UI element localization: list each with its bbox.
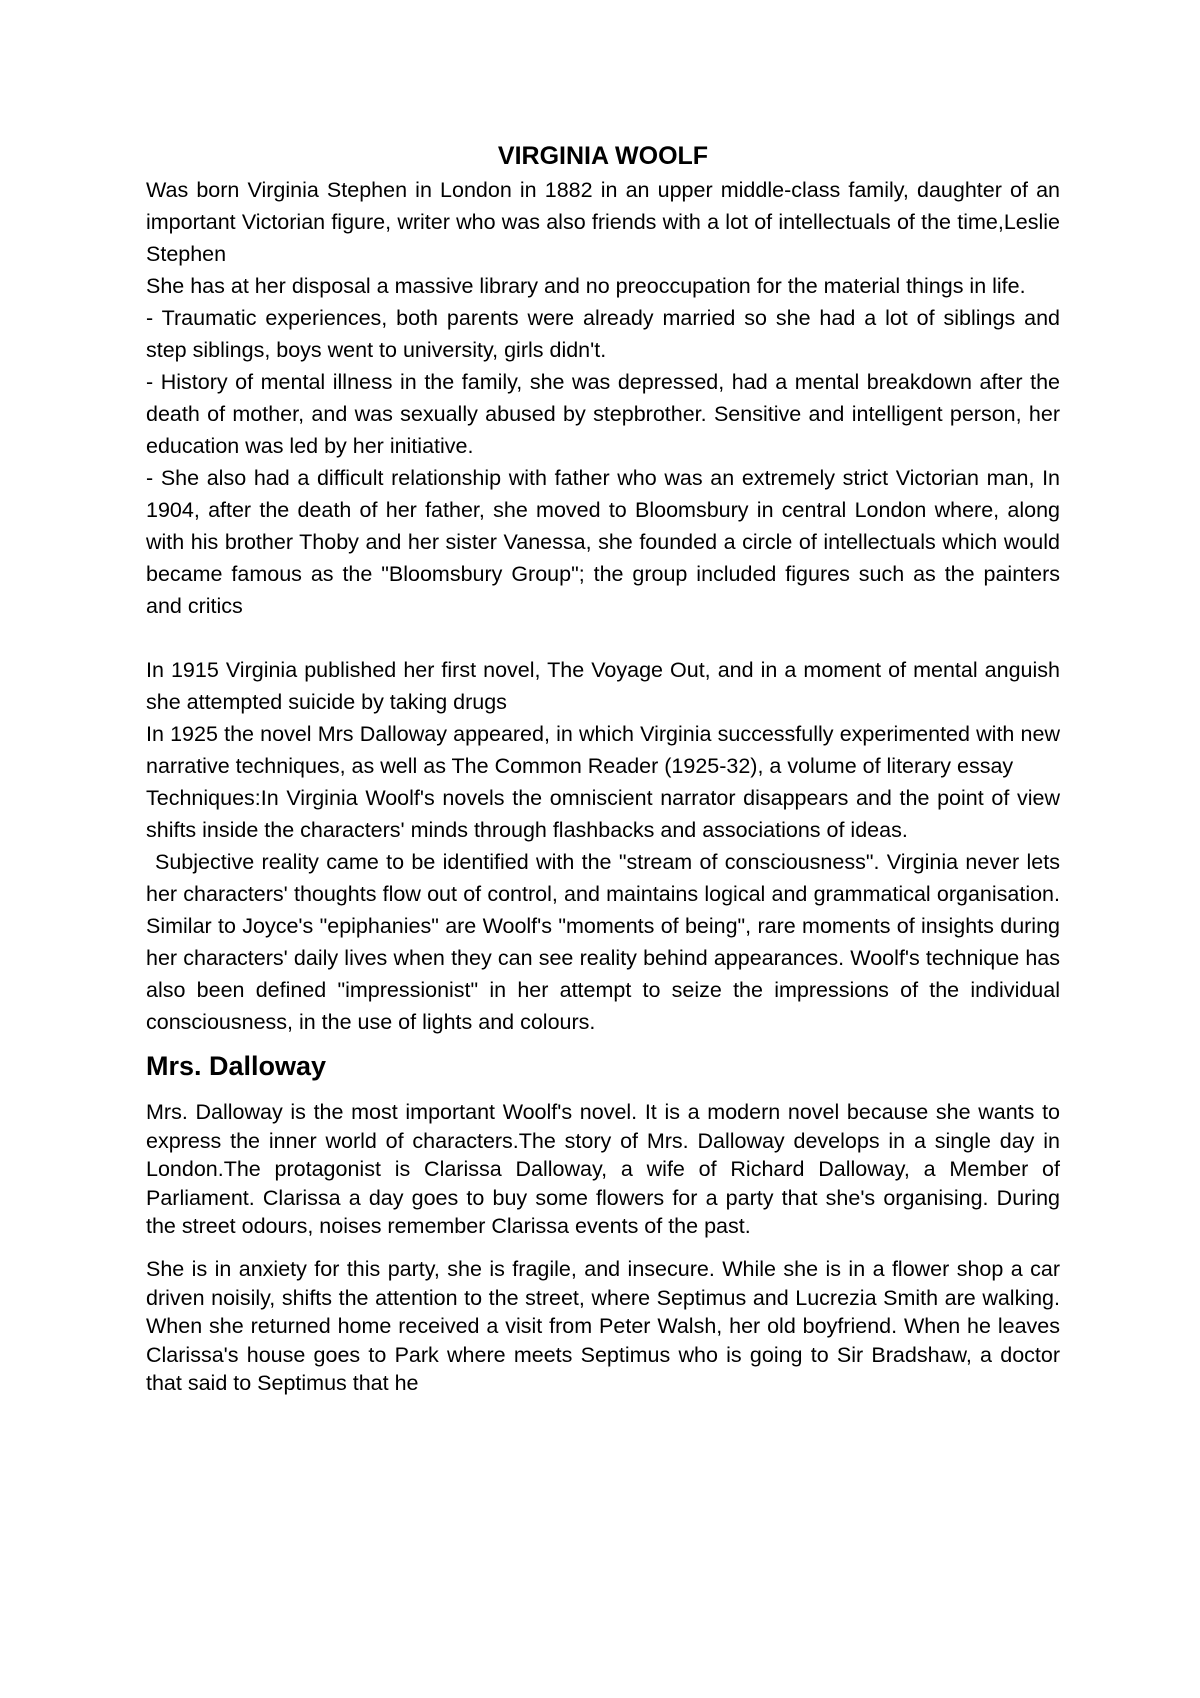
document-page — [146, 140, 1060, 1412]
section-heading: Mrs. Dalloway — [146, 1051, 327, 1081]
paragraph: Mrs. Dalloway is the most important Woolf's novel. It is a modern novel because she wants to express the inner world of characters.The story of Mrs. Dalloway develops in a single day in London.The protagonist is Clarissa Dalloway, a wife of Richard Dalloway, a Member of Parliament. Clarissa a day goes to buy some flowers for a party that she's organising. During the street odours, noises remember Clarissa events of the past. — [146, 1100, 1060, 1239]
paragraph: - She also had a difficult relationship with father who was an extremely strict Victorian man, In 1904, after the death of her father, she moved to Bloomsbury in central London where, along with his brother Thoby and her sister Vanessa, she founded a circle of intellectuals which would became famous as the "Bloomsbury Group"; the group included figures such as the painters and critics — [146, 466, 1060, 618]
paragraph: - History of mental illness in the family, she was depressed, had a mental breakdown after the death of mother, and was sexually abused by stepbrother. Sensitive and intelligent person, her education was led by her initiative. — [146, 370, 1060, 458]
paragraph: - Traumatic experiences, both parents were already married so she had a lot of siblings and step siblings, boys went to university, girls didn't. — [146, 306, 1060, 362]
paragraph: She is in anxiety for this party, she is fragile, and insecure. While she is in a flower shop a car driven noisily, shifts the attention to the street, where Septimus and Lucrezia Smith are walking. When she returned home received a visit from Peter Walsh, her old boyfriend. When he leaves Clarissa's house goes to Park where meets Septimus who is going to Sir Bradshaw, a doctor that said to Septimus that he — [146, 1256, 1060, 1396]
paragraph: Subjective reality came to be identified with the "stream of consciousness". Virginia never lets her characters' thoughts flow out of control, and maintains logical and grammatical organisation. Similar to Joyce's "epiphanies" are Woolf's "moments of being", rare moments of insights during her characters' daily lives when they can see reality behind appearances. Woolf's technique has also been defined "impressionist" in her attempt to seize the impressions of the individual consciousness, in the use of lights and colours. — [146, 850, 1060, 1034]
document-title: VIRGINIA WOOLF — [497, 142, 709, 170]
paragraph: In 1925 the novel Mrs Dalloway appeared, in which Virginia successfully experimented with new narrative techniques, as well as The Common Reader (1925-32), a volume of literary essay — [146, 722, 1060, 778]
paragraph: Was born Virginia Stephen in London in 1882 in an upper middle-class family, daughter of an important Victorian figure, writer who was also friends with a lot of intellectuals of the time,Leslie Stephen — [146, 178, 1060, 266]
mrs-dalloway-section — [146, 1098, 1060, 1398]
paragraph: Techniques:In Virginia Woolf's novels the omniscient narrator disappears and the point of view shifts inside the characters' minds through flashbacks and associations of ideas. — [146, 786, 1060, 842]
biography-section — [146, 174, 1060, 1038]
paragraph: She has at her disposal a massive library and no preoccupation for the material things in life. — [146, 274, 1026, 298]
blank-line — [146, 622, 1060, 654]
paragraph: In 1915 Virginia published her first novel, The Voyage Out, and in a moment of mental anguish she attempted suicide by taking drugs — [146, 658, 1060, 714]
